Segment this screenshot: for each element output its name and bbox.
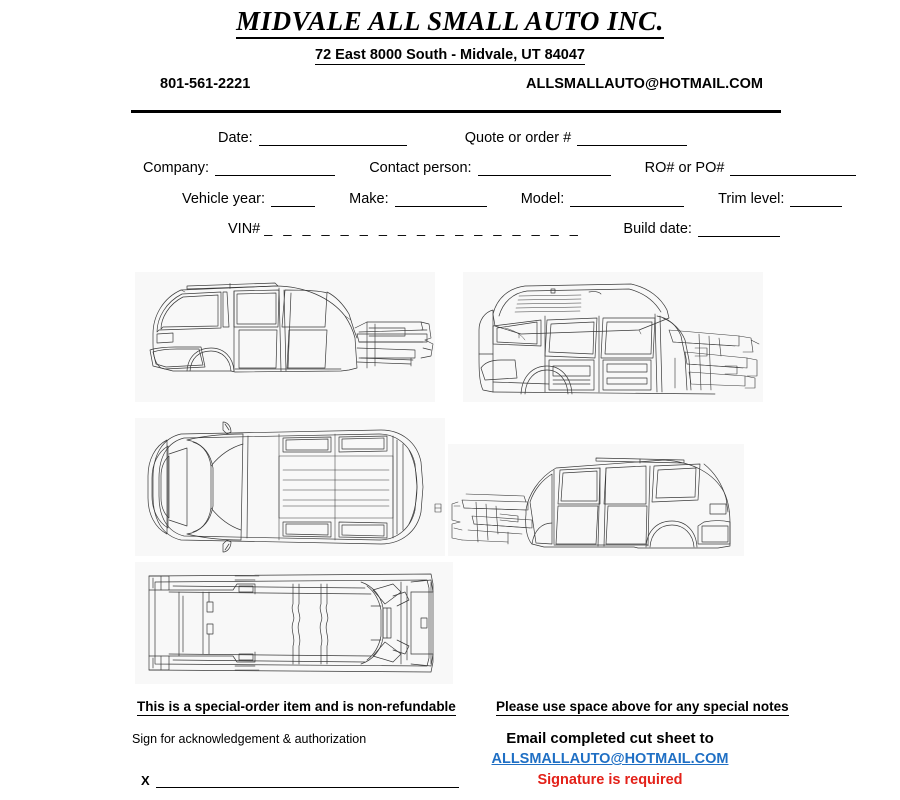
vin-label: VIN# — [228, 221, 261, 237]
trim-level-input[interactable] — [790, 192, 842, 207]
quote-label: Quote or order # — [464, 130, 572, 146]
signature-x-marker: X — [141, 773, 150, 788]
form-row-date — [218, 130, 689, 146]
header-divider — [131, 110, 781, 113]
company-name-text: MIDVALE ALL SMALL AUTO INC. — [236, 6, 664, 39]
company-address — [0, 47, 900, 63]
date-label: Date: — [218, 130, 253, 146]
minivan-body-side-view-front-right-figure — [448, 444, 744, 556]
contact-person-input[interactable] — [478, 161, 611, 176]
company-input[interactable] — [215, 161, 335, 176]
date-input[interactable] — [259, 131, 407, 146]
ro-po-input[interactable] — [730, 161, 856, 176]
signature-required-warning: Signature is required — [537, 772, 683, 788]
form-row-vehicle — [182, 191, 844, 207]
vehicle-year-input[interactable] — [271, 192, 315, 207]
form-row-company — [143, 160, 858, 176]
company-address-text: 72 East 8000 South - Midvale, UT 84047 — [315, 47, 585, 63]
trim-level-label: Trim level: — [718, 191, 785, 207]
model-label: Model: — [520, 191, 565, 207]
minivan-body-isometric-rear-view-figure — [463, 272, 763, 402]
company-phone: 801-561-2221 — [160, 76, 251, 92]
sign-acknowledgement-label: Sign for acknowledgement & authorization — [132, 732, 367, 746]
email-instructions-block — [460, 729, 760, 790]
company-email-header: ALLSMALLAUTO@HOTMAIL.COM — [526, 76, 763, 92]
email-link[interactable]: ALLSMALLAUTO@HOTMAIL.COM — [491, 751, 729, 767]
minivan-underbody-floor-pan-view-figure — [135, 562, 453, 684]
quote-order-number-input[interactable] — [577, 131, 687, 146]
make-label: Make: — [349, 191, 389, 207]
company-label: Company: — [143, 160, 210, 176]
special-order-note-text: This is a special-order item and is non-refundable — [137, 699, 456, 714]
contact-person-label: Contact person: — [369, 160, 472, 176]
special-order-note — [137, 699, 456, 714]
special-notes-note — [496, 699, 789, 714]
make-input[interactable] — [395, 192, 487, 207]
minivan-body-side-view-rear-left-figure — [135, 272, 435, 402]
special-notes-note-text: Please use space above for any special notes — [496, 699, 789, 714]
model-input[interactable] — [570, 192, 684, 207]
ro-po-label: RO# or PO# — [644, 160, 725, 176]
signature-line[interactable] — [156, 787, 459, 788]
build-date-input[interactable] — [698, 222, 780, 237]
vin-input[interactable]: _ _ _ _ _ _ _ _ _ _ _ _ _ _ _ _ _ — [264, 221, 582, 237]
build-date-label: Build date: — [623, 221, 692, 237]
page-title — [0, 6, 900, 37]
vehicle-year-label: Vehicle year: — [182, 191, 266, 207]
email-cta-text: Email completed cut sheet to — [506, 730, 714, 747]
form-row-vin — [228, 221, 782, 237]
minivan-body-top-roof-view-figure — [135, 418, 445, 556]
